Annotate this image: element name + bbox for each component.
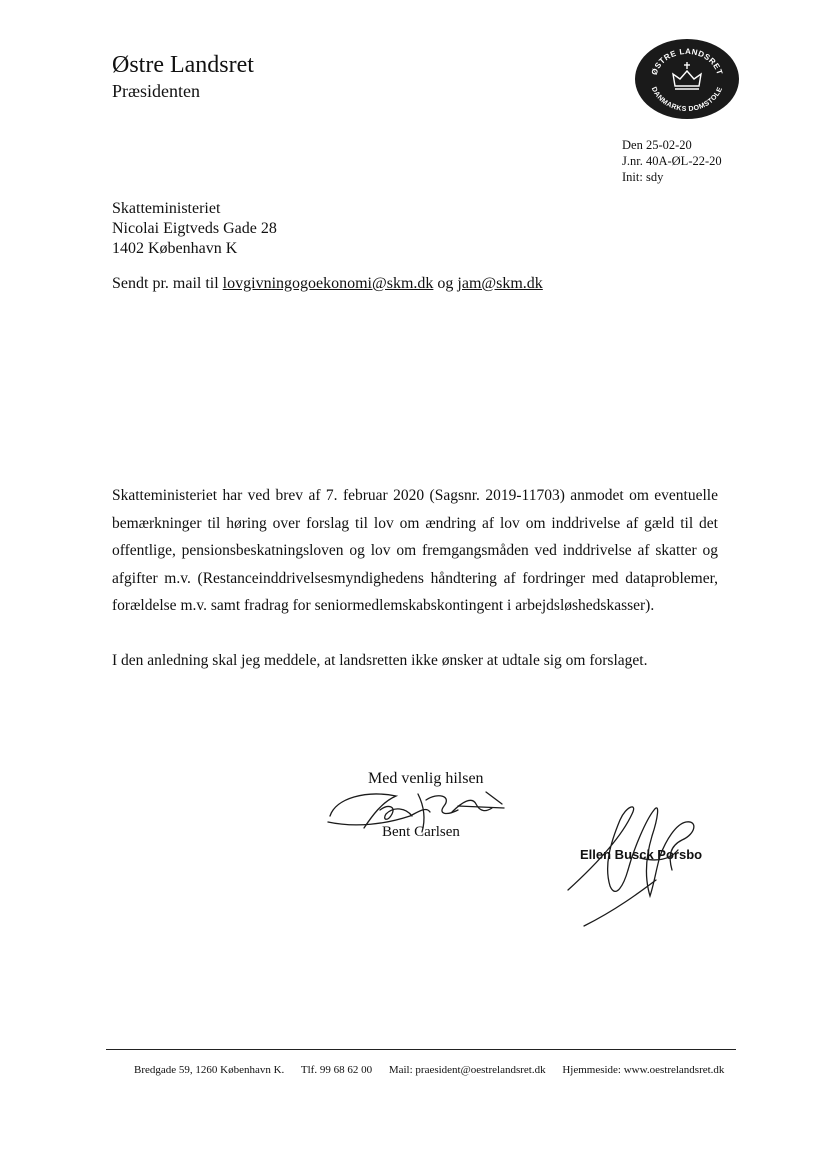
closing-greeting: Med venlig hilsen: [368, 770, 484, 787]
handwritten-signature-1: [326, 776, 512, 838]
signer-name-2: Ellen Busck Porsbo: [580, 847, 703, 862]
email-link-jam[interactable]: jam@skm.dk: [457, 275, 543, 292]
org-name: Østre Landsret: [112, 52, 254, 78]
email-link-lovgivning[interactable]: lovgivningogoekonomi@skm.dk: [222, 275, 434, 292]
footer-divider: [106, 1049, 736, 1050]
court-seal-logo: [634, 38, 740, 120]
recipient-city: 1402 København K: [112, 240, 238, 257]
footer: [134, 1063, 738, 1077]
sent-prefix: Sendt pr. mail til: [112, 275, 219, 292]
body-paragraph-1: Skatteministeriet har ved brev af 7. februar 2020 (Sagsnr. 2019-11703) anmodet om eventuelle bemærkninger til høring over forslag til lov om ændring af lov om inddrivelse af gæld til det offentlige, pensionsbeskatningsloven og lov om fremgangsmåden ved inddrivelse af skatter og afgifter m.v. (Restanceinddrivelsesmyndighedens håndtering af fordringer med dataproblemer, forældelse m.v. samt fradrag for seniormedlemskabskontingent i arbejdsløshedskasser).: [112, 487, 718, 614]
initials: Init: sdy: [622, 170, 664, 184]
footer-website: Hjemmeside: www.oestrelandsret.dk: [562, 1064, 725, 1076]
seal-top-text: ØSTRE LANDSRET: [649, 46, 725, 77]
body-paragraph-2: I den anledning skal jeg meddele, at landsretten ikke ønsker at udtale sig om forslaget.: [112, 652, 648, 669]
recipient-name: Skatteministeriet: [112, 200, 221, 217]
footer-phone: Tlf. 99 68 62 00: [300, 1064, 373, 1076]
seal-bottom-text: DANMARKS DOMSTOLE: [649, 86, 725, 114]
signer-name-1: Bent Carlsen: [382, 824, 460, 840]
footer-mail: Mail: praesident@oestrelandsret.dk: [388, 1064, 546, 1076]
recipient-street: Nicolai Eigtveds Gade 28: [112, 220, 277, 237]
org-subtitle: Præsidenten: [112, 81, 200, 101]
sent-by-mail-line: [112, 274, 543, 294]
footer-address: Bredgade 59, 1260 København K.: [134, 1064, 285, 1076]
letter-date: Den 25-02-20: [622, 138, 692, 152]
sent-joiner: og: [437, 275, 454, 292]
handwritten-signature-2: [560, 800, 710, 930]
journal-number: J.nr. 40A-ØL-22-20: [622, 154, 722, 168]
